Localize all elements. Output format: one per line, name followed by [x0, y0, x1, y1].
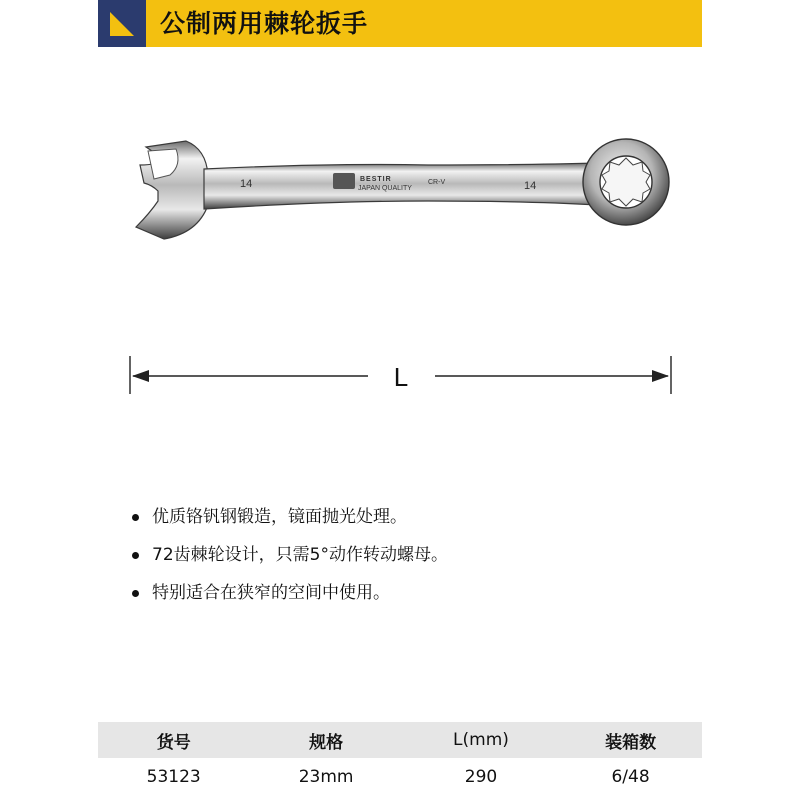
feature-text: 特别适合在狭窄的空间中使用。 — [152, 583, 390, 603]
header-bar — [98, 0, 702, 47]
material-mark: CR-V — [428, 179, 446, 186]
size-mark-right: 14 — [524, 180, 537, 192]
cell-length: 290 — [464, 767, 498, 787]
arrow-left-icon — [132, 370, 149, 382]
arrow-right-icon — [652, 370, 669, 382]
arrow-icon — [108, 10, 136, 38]
cell-item-no: 53123 — [146, 767, 201, 787]
spec-table — [98, 722, 702, 796]
feature-item — [128, 574, 448, 612]
column-header-length: L(mm) — [403, 722, 559, 758]
bullet-icon — [132, 552, 139, 559]
cell-pack-qty: 6/48 — [611, 767, 650, 787]
feature-list — [128, 498, 448, 612]
quality-text: JAPAN QUALITY — [358, 185, 412, 192]
wrench-illustration — [128, 135, 678, 245]
column-header-item-no: 货号 — [98, 722, 249, 758]
feature-text: 72齿棘轮设计，只需5°动作转动螺母。 — [152, 545, 448, 565]
cell-spec: 23mm — [298, 767, 354, 787]
table-row — [98, 758, 702, 796]
page-title: 公制两用棘轮扳手 — [160, 9, 369, 38]
brand-logo-icon — [333, 173, 355, 189]
dimension-label: L — [393, 362, 409, 392]
table-header-row — [98, 722, 702, 758]
length-dimension — [125, 348, 680, 408]
feature-item — [128, 498, 448, 536]
feature-text: 优质铬钒钢锻造，镜面抛光处理。 — [152, 507, 407, 527]
column-header-spec: 规格 — [249, 722, 402, 758]
brand-mark: BESTIR — [360, 176, 392, 183]
size-mark-left: 14 — [240, 178, 253, 190]
feature-item — [128, 536, 448, 574]
bullet-icon — [132, 514, 139, 521]
bullet-icon — [132, 590, 139, 597]
header-tab — [98, 0, 146, 47]
ring-end-teeth — [602, 158, 650, 206]
column-header-pack-qty: 装箱数 — [559, 722, 702, 758]
